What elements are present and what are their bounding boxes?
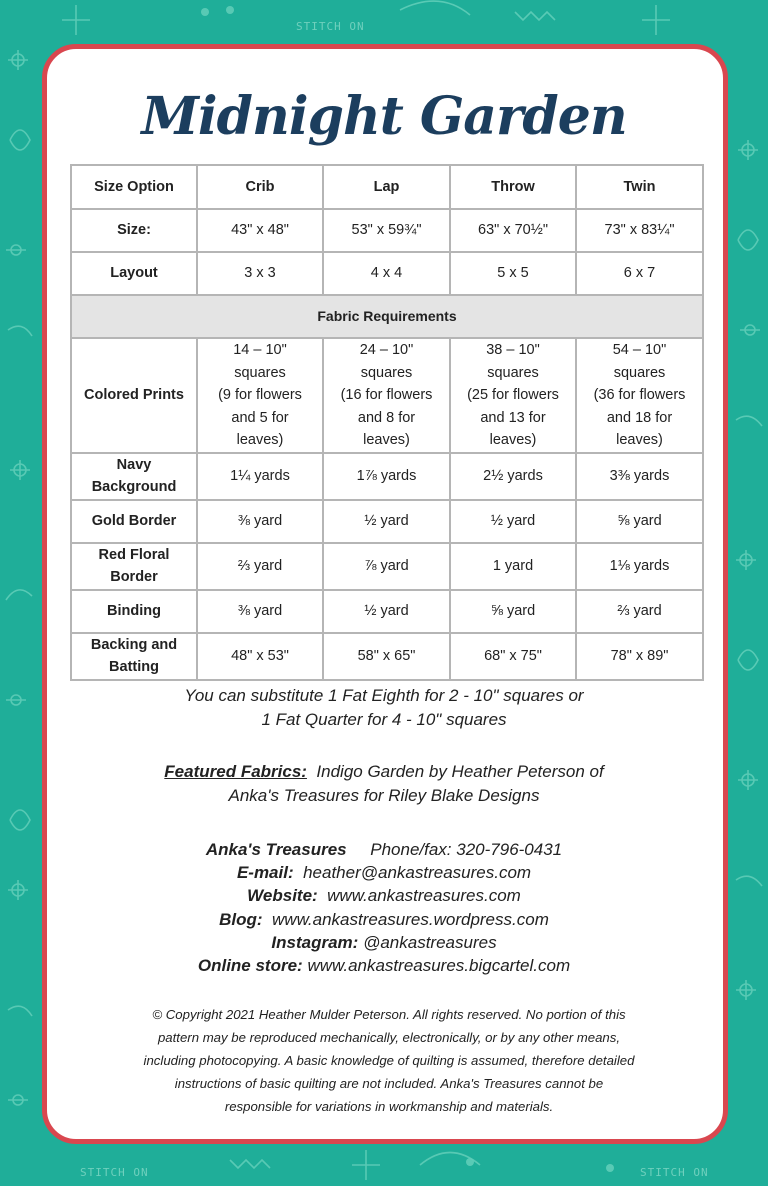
cell-line: leaves) [363, 432, 410, 448]
label-line: Background [91, 479, 177, 495]
table-cell: 43" x 48" [197, 209, 323, 252]
copyright-notice [100, 1003, 678, 1118]
section-header: Fabric Requirements [71, 295, 703, 338]
featured-text: Anka's Treasures for Riley Blake Designs [228, 786, 540, 805]
table-cell: 1 yard [450, 543, 576, 590]
table-row [71, 633, 703, 680]
cell-line: (25 for flowers [467, 387, 559, 403]
row-label [71, 453, 197, 500]
table-cell: ⅔ yard [576, 590, 703, 633]
featured-label: Featured Fabrics: [164, 762, 307, 781]
table-cell: ⅜ yard [197, 500, 323, 543]
table-cell: 2½ yards [450, 453, 576, 500]
email-label: E-mail: [236, 863, 294, 883]
table-cell: 3⅜ yards [576, 453, 703, 500]
instagram-label: Instagram: [271, 932, 359, 952]
pattern-title: Midnight Garden [141, 86, 627, 147]
table-cell: 73" x 83¼" [576, 209, 703, 252]
cell-line: and 8 for [357, 409, 416, 426]
header-cell: Crib [197, 165, 323, 209]
cell-line: 24 – 10" [359, 342, 414, 358]
store-link[interactable]: www.ankastreasures.bigcartel.com [307, 956, 571, 976]
table-cell: 48" x 53" [197, 633, 323, 680]
table-cell [450, 338, 576, 453]
copyright-line: pattern may be reproduced mechanically, electronically, or by any other means, [157, 1030, 621, 1045]
website-link[interactable]: www.ankastreasures.com [327, 886, 521, 906]
cell-line: and 5 for [231, 409, 289, 426]
website-label: Website: [247, 886, 318, 906]
cell-line: squares [487, 364, 539, 381]
stitch-label: STITCH ON [296, 20, 365, 33]
phone-number: Phone/fax: 320-796-0431 [370, 840, 563, 859]
cell-line: squares [360, 364, 413, 381]
featured-text: Indigo Garden by Heather Peterson of [316, 762, 604, 781]
featured-fabrics [0, 760, 768, 808]
stitch-label: STITCH ON [80, 1166, 149, 1179]
table-row [71, 500, 703, 543]
cell-line: leaves) [489, 432, 537, 448]
fabric-requirements-table [70, 164, 704, 681]
note-line: You can substitute 1 Fat Eighth for 2 - 10" squares or [184, 686, 584, 705]
table-cell: 1¼ yards [197, 453, 323, 500]
cell-line: squares [613, 364, 666, 381]
table-row [71, 590, 703, 633]
table-cell: 53" x 59¾" [323, 209, 450, 252]
cell-line: and 13 for [480, 409, 546, 426]
table-cell [576, 338, 703, 453]
table-cell: 1⅛ yards [576, 543, 703, 590]
table-cell [197, 338, 323, 453]
table-cell: 1⅞ yards [323, 453, 450, 500]
cell-line: 14 – 10" [233, 342, 287, 358]
stitch-label: STITCH ON [640, 1166, 709, 1179]
table-cell: ⅝ yard [576, 500, 703, 543]
table-cell: ⅜ yard [197, 590, 323, 633]
cell-line: (16 for flowers [340, 387, 433, 403]
substitution-note [0, 684, 768, 732]
table-row [71, 543, 703, 590]
cell-line: 54 – 10" [612, 342, 667, 358]
copyright-line: including photocopying. A basic knowledge of quilting is assumed, therefore detailed [143, 1053, 635, 1068]
header-cell: Size Option [71, 165, 197, 209]
table-cell: ⅔ yard [197, 543, 323, 590]
copyright-line: © Copyright 2021 Heather Mulder Peterson. All rights reserved. No portion of this [152, 1007, 626, 1022]
cell-line: squares [234, 364, 286, 381]
header-cell: Twin [576, 165, 703, 209]
table-row [71, 338, 703, 453]
cell-line: and 18 for [606, 409, 673, 426]
table-cell: ⅞ yard [323, 543, 450, 590]
cell-line: leaves) [236, 432, 284, 448]
cell-line: leaves) [616, 432, 663, 448]
label-line: Navy [116, 456, 152, 473]
table-cell: 5 x 5 [450, 252, 576, 295]
row-label: Size: [71, 209, 197, 252]
row-label [71, 633, 197, 680]
header-cell: Lap [323, 165, 450, 209]
blog-label: Blog: [219, 909, 263, 929]
blog-link[interactable]: www.ankastreasures.wordpress.com [272, 909, 549, 929]
table-cell: 68" x 75" [450, 633, 576, 680]
label-line: Red Floral [98, 546, 170, 563]
cell-line: 38 – 10" [486, 342, 540, 358]
table-cell [323, 338, 450, 453]
row-label [71, 543, 197, 590]
row-label: Gold Border [71, 500, 197, 543]
table-cell: 3 x 3 [197, 252, 323, 295]
company-name: Anka's Treasures [205, 840, 347, 859]
label-line: Batting [109, 659, 159, 675]
cell-line: (36 for flowers [593, 387, 686, 403]
note-line: 1 Fat Quarter for 4 - 10" squares [261, 710, 507, 729]
copyright-line: instructions of basic quilting are not included. Anka's Treasures cannot be [174, 1076, 604, 1091]
table-cell: ½ yard [323, 590, 450, 633]
store-label: Online store: [197, 956, 303, 976]
header-cell: Throw [450, 165, 576, 209]
section-header-row [71, 295, 703, 338]
row-label: Binding [71, 590, 197, 633]
table-cell: 78" x 89" [576, 633, 703, 680]
table-cell: 58" x 65" [323, 633, 450, 680]
table-cell: 4 x 4 [323, 252, 450, 295]
email-link[interactable]: heather@ankastreasures.com [303, 863, 532, 883]
row-label: Colored Prints [71, 338, 197, 453]
contact-info [0, 838, 768, 977]
cell-line: (9 for flowers [218, 387, 302, 403]
row-label: Layout [71, 252, 197, 295]
table-cell: ⅝ yard [450, 590, 576, 633]
label-line: Backing and [90, 636, 178, 653]
table-cell: 63" x 70½" [450, 209, 576, 252]
table-cell: ½ yard [323, 500, 450, 543]
table-row [71, 252, 703, 295]
table-row [71, 453, 703, 500]
table-row [71, 209, 703, 252]
table-cell: ½ yard [450, 500, 576, 543]
instagram-handle[interactable]: @ankastreasures [363, 932, 497, 952]
table-cell: 6 x 7 [576, 252, 703, 295]
table-header-row [71, 165, 703, 209]
label-line: Border [110, 569, 158, 585]
copyright-line: responsible for variations in workmanship and materials. [224, 1099, 554, 1114]
